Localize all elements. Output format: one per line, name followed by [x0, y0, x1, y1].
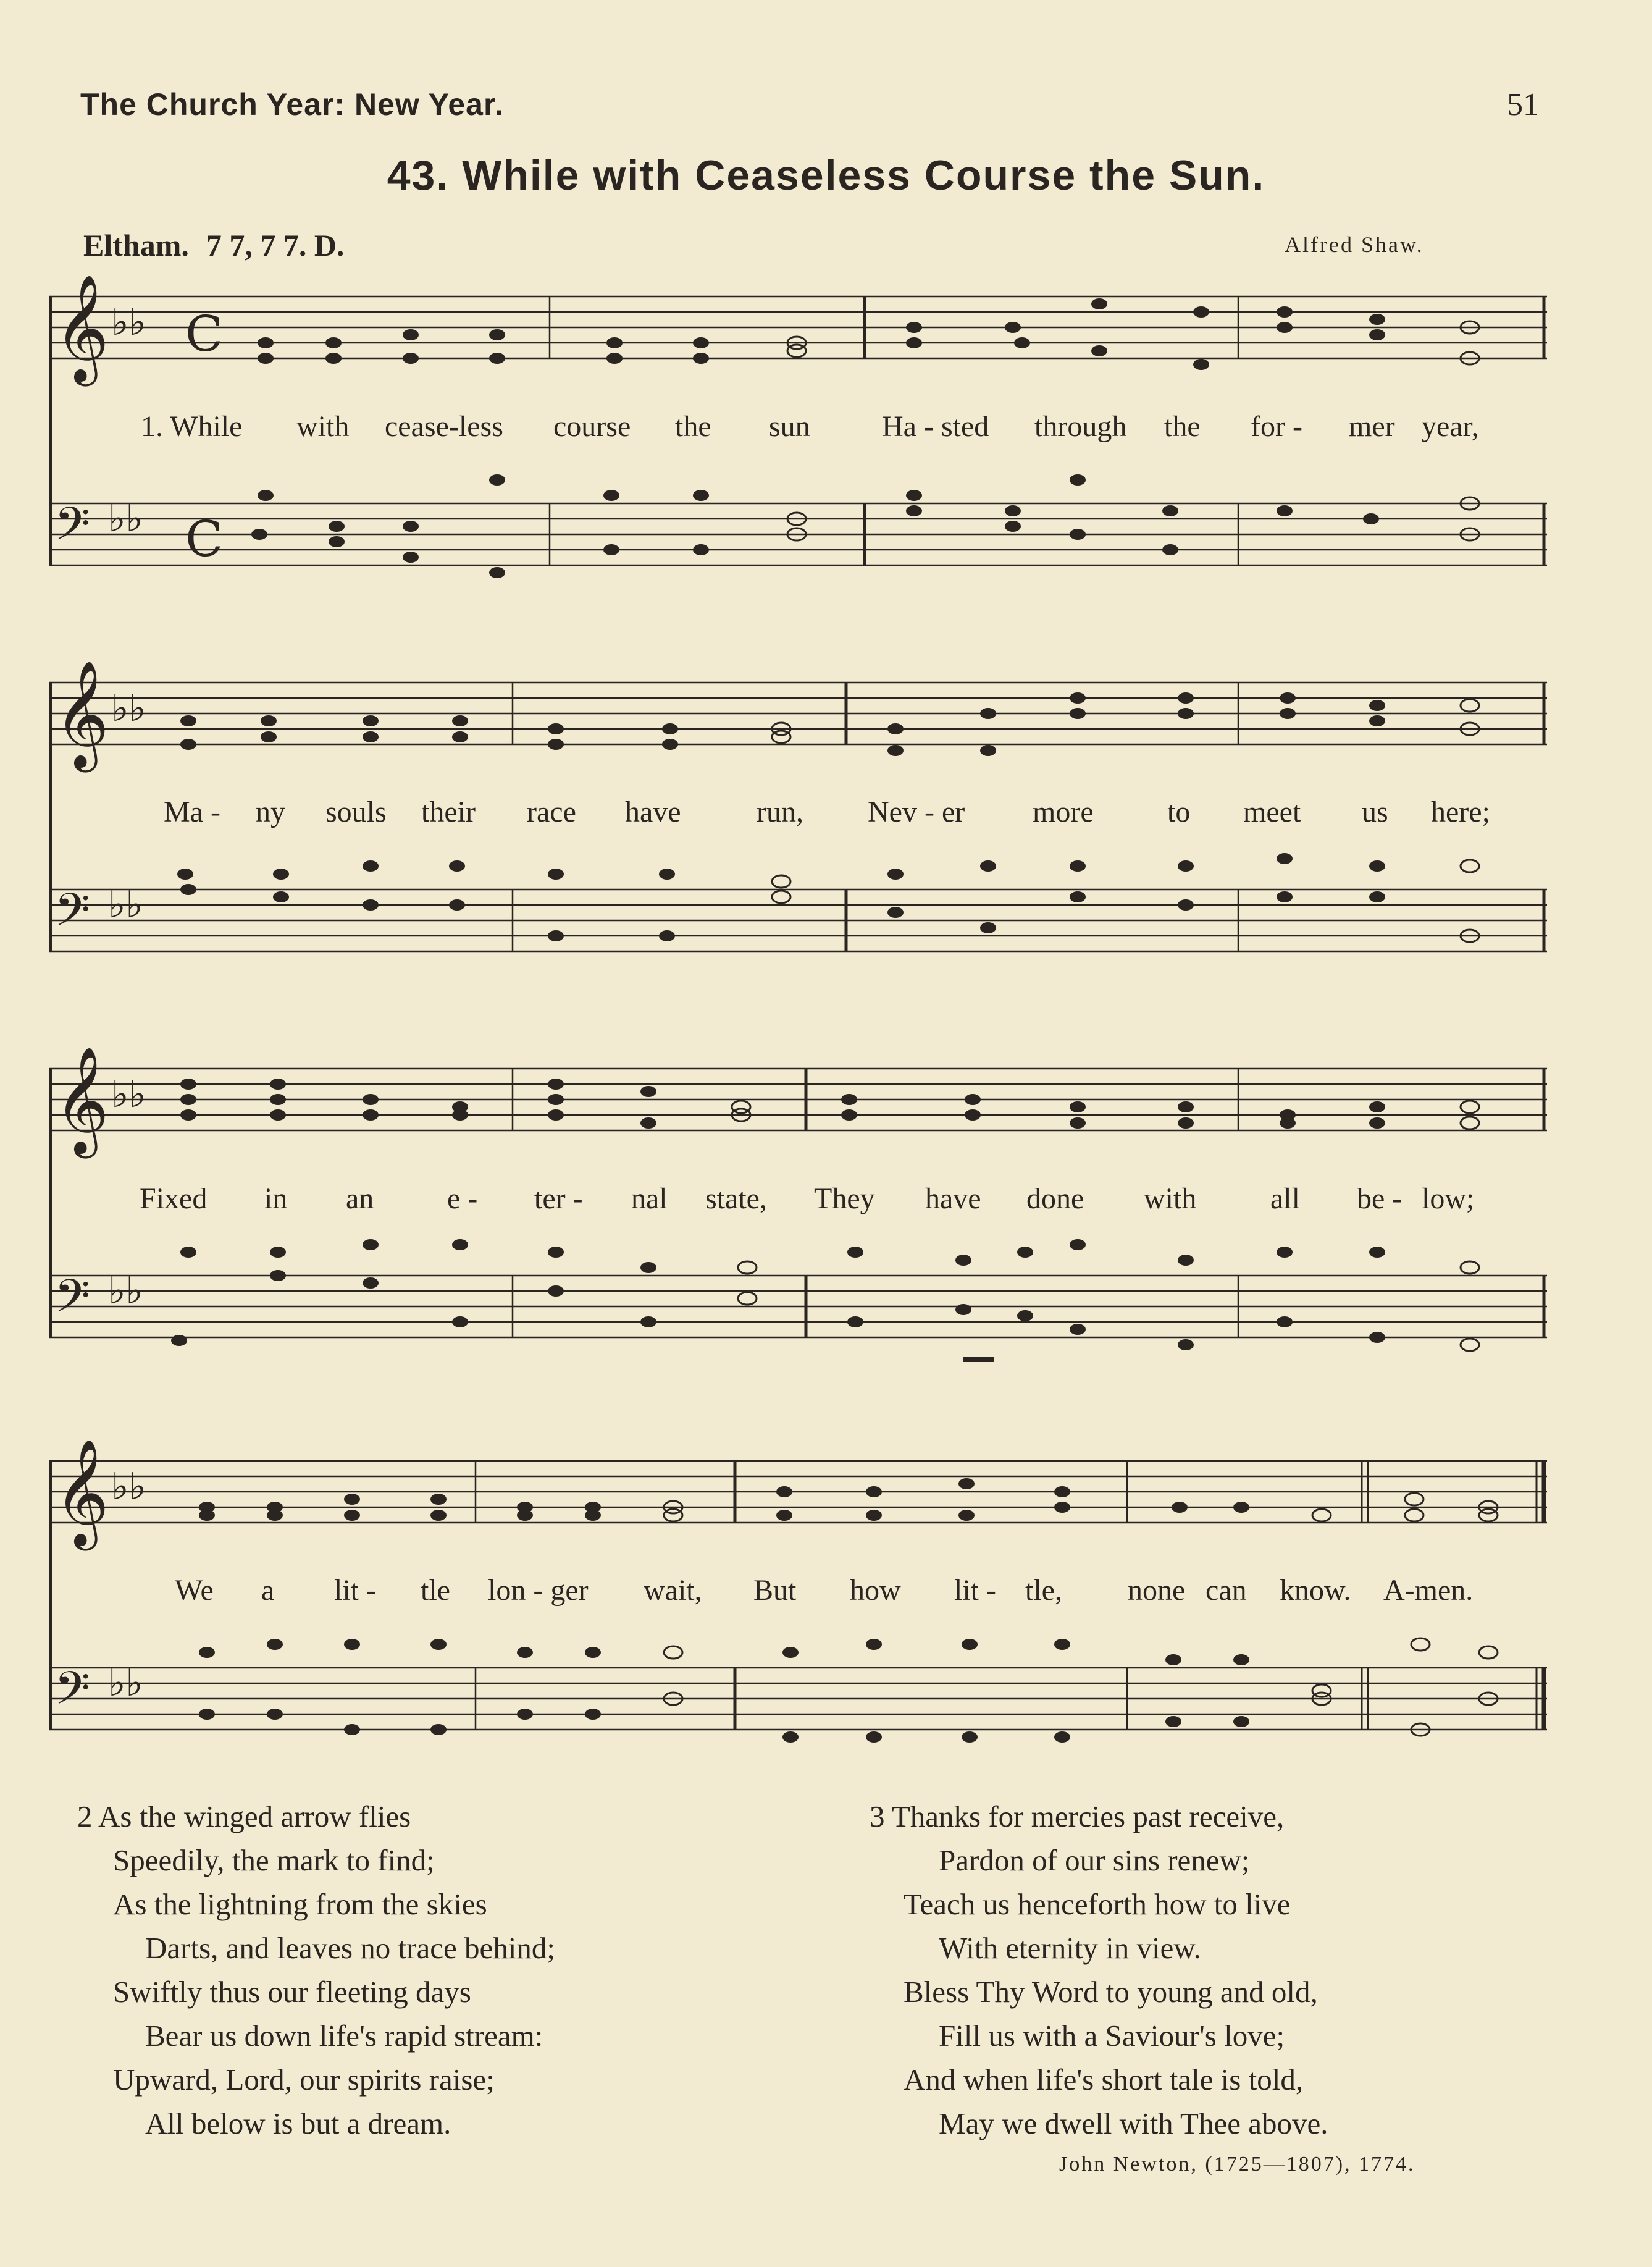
verse-line: As the lightning from the skies — [113, 1887, 487, 1921]
lyric-syllable: e - — [447, 1182, 478, 1215]
page-number: 51 — [1507, 87, 1539, 122]
music-system-2 — [0, 658, 1652, 1004]
verse-line: And when life's short tale is told, — [904, 2063, 1304, 2097]
lyric-syllable: race — [527, 796, 576, 828]
staff-notation-2 — [0, 658, 1652, 1004]
svg-text:𝄞: 𝄞 — [54, 1439, 109, 1546]
lyric-syllable: in — [264, 1182, 288, 1215]
lyric-syllable: Ha - sted — [882, 410, 989, 443]
svg-text:♭♭: ♭♭ — [108, 497, 143, 540]
meter: 7 7, 7 7. D. — [206, 228, 345, 263]
lyric-syllable: can — [1205, 1574, 1247, 1607]
lyric-syllable: low; — [1422, 1182, 1475, 1215]
verse-line: 2 As the winged arrow flies — [77, 1799, 411, 1833]
lyric-syllable: how — [850, 1574, 901, 1607]
lyric-syllable: wait, — [644, 1574, 702, 1607]
lyric-syllable: course — [553, 410, 631, 443]
lyric-syllable: ter - — [534, 1182, 583, 1215]
verse-line: Bless Thy Word to young and old, — [904, 1975, 1318, 2009]
verse-line: Upward, Lord, our spirits raise; — [113, 2063, 495, 2097]
svg-text:♭♭: ♭♭ — [111, 1073, 146, 1116]
verse-line: All below is but a dream. — [145, 2106, 451, 2140]
lyric-syllable: us — [1362, 796, 1388, 828]
svg-text:𝄢: 𝄢 — [54, 1269, 90, 1334]
lyric-syllable: with — [296, 410, 350, 443]
lyric-syllable: tle, — [1025, 1574, 1062, 1607]
tune-info — [83, 227, 361, 263]
lyric-syllable: be - — [1357, 1182, 1403, 1215]
svg-text:♭♭: ♭♭ — [111, 301, 146, 344]
svg-text:𝄢: 𝄢 — [54, 1662, 90, 1727]
lyric-syllable: a — [261, 1574, 275, 1607]
lyric-syllable: nal — [631, 1182, 668, 1215]
lyric-syllable: Ma - — [164, 796, 220, 828]
verse-line: Speedily, the mark to find; — [113, 1843, 435, 1877]
music-system-1 — [0, 272, 1652, 618]
lyric-syllable: done — [1026, 1182, 1084, 1215]
lyric-syllable: for - — [1251, 410, 1302, 443]
verse-line: With eternity in view. — [939, 1931, 1201, 1965]
verse-3 — [870, 1794, 1328, 2145]
lyric-syllable: A-men. — [1383, 1574, 1474, 1607]
verse-2 — [77, 1794, 555, 2145]
svg-text:𝄞: 𝄞 — [54, 660, 109, 768]
tune-name: Eltham. — [83, 228, 189, 263]
lyric-syllable: cease-less — [385, 410, 503, 443]
lyric-syllable: We — [175, 1574, 214, 1607]
lyric-syllable: here; — [1431, 796, 1490, 828]
verse-line: Fill us with a Saviour's love; — [939, 2019, 1285, 2053]
lyric-syllable: year, — [1422, 410, 1479, 443]
lyric-syllable: their — [421, 796, 476, 828]
verse-line: 3 Thanks for mercies past receive, — [870, 1799, 1285, 1833]
author-attribution: John Newton, (1725—1807), 1774. — [1059, 2153, 1415, 2176]
lyric-syllable: more — [1033, 796, 1094, 828]
lyric-syllable: the — [1164, 410, 1201, 443]
lyric-syllable: know. — [1280, 1574, 1351, 1607]
svg-text:♭♭: ♭♭ — [111, 687, 146, 730]
lyric-syllable: have — [925, 1182, 981, 1215]
lyric-syllable: lit - — [954, 1574, 996, 1607]
lyric-syllable: to — [1167, 796, 1191, 828]
svg-text:𝄢: 𝄢 — [54, 497, 90, 562]
staff-notation-4 — [0, 1436, 1652, 1782]
verse-line: May we dwell with Thee above. — [939, 2106, 1328, 2140]
lyric-syllable: lon - ger — [488, 1574, 589, 1607]
music-system-4 — [0, 1436, 1652, 1782]
hymn-title: 43. While with Ceaseless Course the Sun. — [387, 152, 1265, 199]
lyric-syllable: Nev - er — [868, 796, 965, 828]
lyric-syllable: mer — [1349, 410, 1395, 443]
lyric-syllable: 1. While — [141, 410, 243, 443]
verse-line: Bear us down life's rapid stream: — [145, 2019, 543, 2053]
lyric-syllable: ny — [256, 796, 285, 828]
verse-line: Teach us henceforth how to live — [904, 1887, 1291, 1921]
lyric-syllable: souls — [325, 796, 387, 828]
lyric-syllable: the — [675, 410, 711, 443]
svg-text:C: C — [185, 305, 224, 363]
lyric-syllable: all — [1270, 1182, 1300, 1215]
staff-notation-1 — [0, 272, 1652, 618]
lyric-syllable: tle — [421, 1574, 450, 1607]
verse-line: Pardon of our sins renew; — [939, 1843, 1250, 1877]
composer: Alfred Shaw. — [1285, 232, 1424, 257]
lyric-syllable: But — [753, 1574, 797, 1607]
lyric-syllable: lit - — [334, 1574, 376, 1607]
staff-notation-3 — [0, 1044, 1652, 1402]
lyric-syllable: none — [1128, 1574, 1186, 1607]
svg-text:𝄢: 𝄢 — [54, 883, 90, 948]
lyric-syllable: have — [625, 796, 681, 828]
lyric-syllable: with — [1144, 1182, 1197, 1215]
lyric-syllable: meet — [1243, 796, 1301, 828]
svg-text:𝄞: 𝄞 — [54, 274, 109, 382]
lyric-syllable: through — [1034, 410, 1127, 443]
svg-text:♭♭: ♭♭ — [108, 1662, 143, 1705]
lyric-syllable: run, — [757, 796, 803, 828]
verse-line: Darts, and leaves no trace behind; — [145, 1931, 555, 1965]
svg-text:♭♭: ♭♭ — [108, 1269, 143, 1313]
svg-text:𝄞: 𝄞 — [54, 1046, 109, 1154]
svg-text:♭♭: ♭♭ — [108, 883, 143, 927]
svg-text:♭♭: ♭♭ — [111, 1465, 146, 1508]
music-system-3 — [0, 1044, 1652, 1402]
lyric-syllable: state, — [705, 1182, 767, 1215]
verse-line: Swiftly thus our fleeting days — [113, 1975, 471, 2009]
svg-text:C: C — [185, 510, 224, 568]
lyric-syllable: Fixed — [140, 1182, 208, 1215]
lyric-syllable: They — [814, 1182, 875, 1215]
lyric-syllable: sun — [769, 410, 810, 443]
lyric-syllable: an — [346, 1182, 374, 1215]
running-header: The Church Year: New Year. — [80, 87, 504, 122]
